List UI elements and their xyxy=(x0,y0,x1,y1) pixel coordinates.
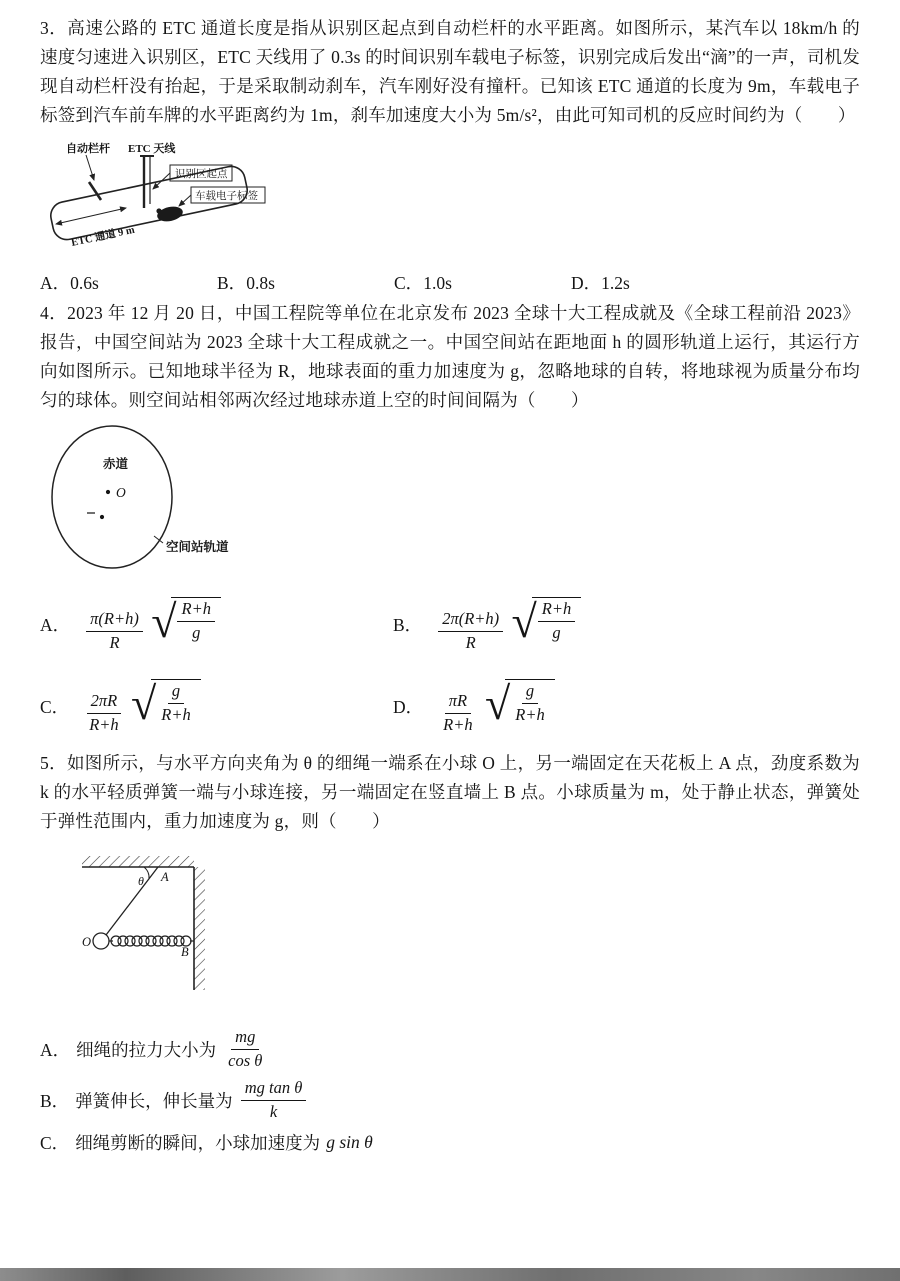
etc-antenna-pole xyxy=(140,156,154,208)
scan-edge-artifact xyxy=(0,1268,900,1281)
question-4 xyxy=(40,299,860,735)
fraction: $\frac{\pi(R+h)}{R}$ xyxy=(86,610,143,653)
radical-sign: √ xyxy=(511,596,537,648)
square-root: √ $\frac{g}{R+h}$ xyxy=(485,679,555,725)
barrier-label: 自动栏杆 xyxy=(66,143,110,155)
barrier-arm xyxy=(89,182,101,200)
theta-label: θ xyxy=(138,873,144,888)
radical-sign: √ xyxy=(131,678,157,730)
space-station-orbit-figure xyxy=(50,423,290,575)
vehicle-tag-label: 车载电子标签 xyxy=(195,191,258,202)
question-5-options xyxy=(40,1028,860,1155)
option-c-formula: g sin θ xyxy=(326,1131,373,1152)
question-4-text: 4．2023 年 12 月 20 日，中国工程院等单位在北京发布 2023 全球十大工程成就及《全球工程前沿 2023》报告，中国空间站为 2023 全球十大工程成就之一。中国空间站在距地面 h 的圆形轨道上运行，其运行方向如图所示。已知地球半径为 R，地球表面的重力加速度为 g，忽略地球的自转，将地球视为质量分布均匀的球体。则空间站相邻两次经过地球赤道上空的时间间隔为（ ） xyxy=(40,303,860,410)
option-d-value: 1.2s xyxy=(601,273,630,293)
option-b xyxy=(217,270,394,295)
option-b-label: B． xyxy=(393,615,423,636)
barrier-leader-arrow xyxy=(86,155,94,180)
option-b-value: 0.8s xyxy=(246,273,275,293)
option-c-label: C． xyxy=(40,1132,70,1153)
option-b-label: B． xyxy=(217,273,247,293)
wall xyxy=(194,867,205,990)
option-c xyxy=(40,679,393,735)
option-d xyxy=(393,679,860,735)
recognition-start-label-box xyxy=(153,165,232,189)
orbit-ellipse xyxy=(52,426,172,568)
equator-label: 赤道 xyxy=(103,457,129,471)
point-a-label: A xyxy=(161,869,169,884)
question-5 xyxy=(40,749,860,1155)
question-5-text: 5．如图所示，与水平方向夹角为 θ 的细绳一端系在小球 O 上，另一端固定在天花板上 A 点，劲度系数为 k 的水平轻质弹簧一端与小球连接，另一端固定在竖直墙上 B 点。小球质量为 m，处于静止状态，弹簧处于弹性范围内，重力加速度为 g，则（ ） xyxy=(40,752,860,831)
option-b xyxy=(393,597,860,653)
option-c-value: 1.0s xyxy=(423,273,452,293)
point-b-label: B xyxy=(181,944,189,959)
ball xyxy=(93,933,109,949)
option-c-formula xyxy=(83,679,201,735)
antenna-label: ETC 天线 xyxy=(128,143,176,155)
radical-sign: √ xyxy=(151,596,177,648)
option-c-label: C． xyxy=(40,697,70,718)
option-d-label: D． xyxy=(571,273,602,293)
option-a-formula xyxy=(84,597,221,653)
option-b xyxy=(40,1079,860,1122)
radical-sign: √ xyxy=(484,678,511,730)
question-4-options xyxy=(40,597,860,735)
option-a-formula: $\frac{mg}{\text{cos θ}}$ xyxy=(228,1026,263,1070)
option-c xyxy=(394,270,571,295)
earth-center-dot xyxy=(106,490,110,494)
square-root: √ $\frac{R+h}{g}$ xyxy=(512,597,582,643)
lane-length-arrow xyxy=(56,208,126,224)
question-3 xyxy=(40,14,860,295)
option-a-text: 细绳的拉力大小为 xyxy=(76,1039,217,1060)
option-a-label: A． xyxy=(40,615,71,636)
orbit-label: 空间站轨道 xyxy=(166,540,229,554)
option-a xyxy=(40,1028,860,1071)
option-b-text: 弹簧伸长，伸长量为 xyxy=(75,1090,233,1111)
angle-arc xyxy=(144,867,149,879)
option-c xyxy=(40,1130,860,1155)
option-a-value: 0.6s xyxy=(70,273,99,293)
rope xyxy=(106,867,158,935)
option-c-label: C． xyxy=(394,273,424,293)
option-b-formula: $\frac{\text{mg tan θ}}{k}$ xyxy=(239,1079,309,1122)
vehicle-tag-label-box xyxy=(179,187,265,206)
square-root: √ $\frac{g}{R+h}$ xyxy=(131,679,201,725)
fraction: $\frac{2\pi(R+h)}{R}$ xyxy=(438,610,503,653)
square-root: √ $\frac{R+h}{g}$ xyxy=(151,597,221,643)
point-o-label: O xyxy=(82,934,92,949)
option-a-label: A． xyxy=(40,273,71,293)
recognition-start-label: 识别区起点 xyxy=(175,169,228,180)
earth-center-label: O xyxy=(116,485,126,500)
option-a xyxy=(40,270,217,295)
option-d xyxy=(571,270,748,295)
lane-length-label: ETC 通道 9 m xyxy=(70,224,136,249)
fraction: $\frac{\pi R}{R+h}$ xyxy=(443,690,473,734)
station-dot xyxy=(100,515,104,519)
option-d-label: D． xyxy=(393,697,424,718)
ceiling xyxy=(82,856,194,867)
option-b-formula xyxy=(436,597,581,653)
question-3-options xyxy=(40,270,860,295)
question-3-text: 3．高速公路的 ETC 通道长度是指从识别区起点到自动栏杆的水平距离。如图所示，某汽车以 18km/h 的速度匀速进入识别区，ETC 天线用了 0.3s 的时间识别车载电子标签，识别完成后发出“滴”的一声，司机发现自动栏杆没有抬起，于是采取制动刹车，汽车刚好没有撞杆。已知该 ETC 通道的长度为 9m，车载电子标签到汽车前车牌的水平距离约为 1m，刹车加速度大小为 5m/s²，由此可知司机的反应时间约为（ ） xyxy=(40,18,860,125)
option-b-label: B． xyxy=(40,1090,70,1111)
fraction: $\frac{2\pi R}{R+h}$ xyxy=(85,692,122,735)
option-d-formula xyxy=(437,679,555,735)
option-a xyxy=(40,597,393,653)
etc-lane-figure xyxy=(44,140,282,260)
option-c-text: 细绳剪断的瞬间，小球加速度为 xyxy=(75,1132,321,1153)
option-a-label: A． xyxy=(40,1039,71,1060)
ball-spring-figure xyxy=(54,852,224,1002)
